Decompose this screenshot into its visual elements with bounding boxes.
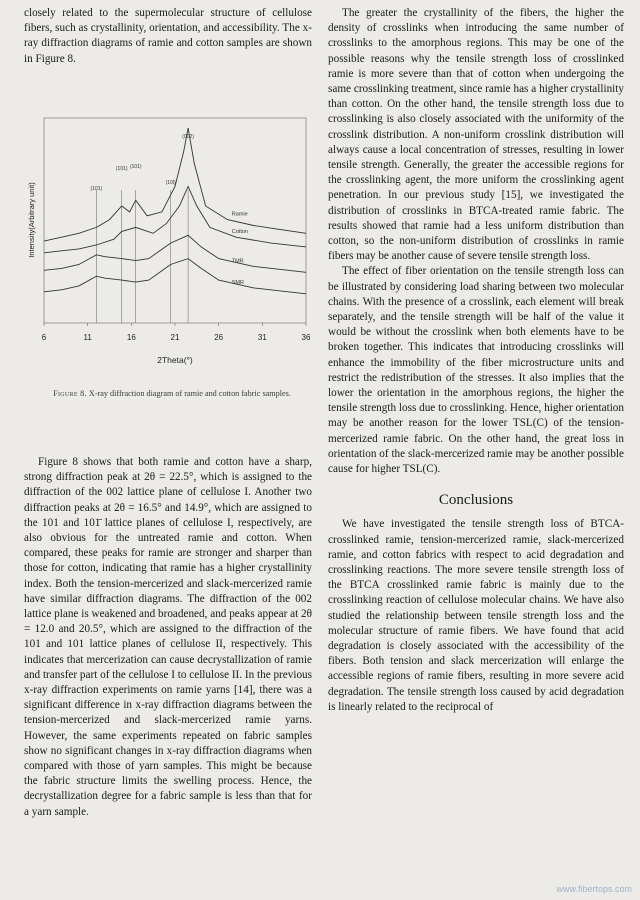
series-label-cotton: Cotton (231, 229, 248, 236)
series-line-cotton (44, 187, 306, 253)
x-tick-label-2: 16 (126, 333, 136, 342)
x-tick-label-5: 31 (257, 333, 267, 342)
x-tick-label-1: 11 (83, 333, 92, 342)
peak-label-0: (101) (90, 186, 103, 192)
x-axis-label: 2Theta(°) (157, 355, 193, 365)
peak-label-3: (10l) (165, 180, 176, 186)
xrd-chart (24, 78, 320, 378)
series-line-tmr (44, 235, 306, 272)
intro-paragraph: closely related to the supermolecular structure of cellulose fibers, such as crystallinity, orientation, and accessibility. The x-ray diffraction diagrams of ramie and cotton samples are shown in Figure 8. (24, 7, 312, 65)
x-tick-label-4: 26 (214, 333, 224, 342)
x-tick-label-0: 6 (41, 333, 47, 342)
series-label-tmr: TMR (231, 258, 244, 265)
series-line-smr (44, 259, 306, 294)
figure-caption (24, 388, 320, 400)
watermark: www.fibertops.com (556, 884, 632, 894)
series-label-smr: SMR (231, 279, 245, 286)
paragraph-crystallinity: The greater the crystallinity of the fibers, the higher the density of crosslinks when introducing the same number of crosslinks to the amorphous regions. This may be one of the possible reasons why the tensile strength loss of crosslinked ramie is more severe than that of cotton when undergoing the same crosslinking treatment, since ramie has a higher crystallinity than cotton. On the other hand, the tensile strength loss due to crosslinking is also closely associated with the uniformity of the crosslink distribution. A non-uniform crosslink distribution will always cause a local concentration of stresses, resulting in lower tensile strength. Generally, the greater the accessible regions for the crosslinking agent, the more uniform the crosslinking agent penetration. In our previous study [15], we investigated the distribution of crosslinks in BTCA-treated ramie fabric. The results showed that ramie had a less uniform distribution than cotton, so the non-uniform distribution of crosslinks in ramie fibers may be another cause of severe tensile strength loss. (328, 7, 624, 263)
peak-label-4: (002) (182, 134, 194, 140)
caption-label: Figure 8. (53, 389, 87, 398)
peak-label-1: (101) (115, 166, 128, 172)
left-column-top (24, 6, 312, 67)
x-tick-label-6: 36 (301, 333, 311, 342)
paragraph-conclusions: We have investigated the tensile strength loss of BTCA-crosslinked ramie, tension-mercerized ramie, slack-mercerized ramie, and cotton fabrics with respect to acid degradation and crosslinking reactions. The more severe tensile strength loss of the BTCA crosslinked ramie fabric is mainly due to the crosslinking reaction of cellulose molecular chains. We have also studied the relationship between tensile strength loss and the molecular structure of ramie fibers. We have found that acid degradation is closely associated with the accessibility of the fibers. Both tension and slack mercerization will enlarge the accessible regions of ramie fibers, resulting in more severe acid degradation. The tensile strength loss caused by acid degradation is linearly related to the reciprocal of (328, 518, 624, 713)
x-tick-label-3: 21 (170, 333, 180, 342)
series-label-ramie: Ramie (231, 211, 248, 218)
y-axis-label: Intensity(Arbitrary unit) (27, 182, 36, 258)
peak-label-2: (101) (129, 164, 142, 170)
caption-text: X-ray diffraction diagram of ramie and cotton fabric samples. (88, 389, 291, 398)
conclusions-heading: Conclusions (438, 492, 514, 509)
paragraph-orientation: The effect of fiber orientation on the tensile strength loss can be illustrated by considering load sharing between two molecular chains. With the presence of a crosslink, each element will break separately, and the tensile strength will be half of the value it would be without the crosslink when both elements have to be broken together. This indicates that introducing crosslinks will enhance the immobility of the fiber microstructure units and restrict the redistribution of the stresses. It also implies that the lower the orientation in the amorphous regions, the higher the tensile strength loss due to crosslinking. Hence, higher orientation may be another reason for the lower TSL(C) of the tension-mercerized ramie fabric. On the other hand, the great loss in orientation of the slack-mercerized ramie may be another possible cause for higher TSL(C). (328, 265, 624, 476)
paragraph-figure8: Figure 8 shows that both ramie and cotton have a sharp, strong diffraction peak at 2θ = 22.5°, which is assigned to the diffraction of the 002 lattice plane of cellulose I. Another two diffraction peaks at 2θ = 16.5° and 14.9°, which are assigned to the 101 and 101̄ lattice planes of cellulose I, respectively, are also obvious for the untreated ramie and cotton. When compared, these peaks for ramie are stronger and sharper than those for cotton, indicating that ramie has a higher crystallinity index. Both the tension-mercerized and slack-mercerized ramie have similar diffraction diagrams. The diffraction of the 002 lattice plane is weakened and broadened, and peaks appear at 2θ = 12.0 and 20.5°, which are assigned to the diffraction of the 101 and 101 lattice planes of cellulose II, respectively. This indicates that mercerization can cause decrystallization of ramie and transfer part of the cellulose I to cellulose II. In the previous x-ray diffraction experiments on ramie yarns [14], there was a significant difference in x-ray diffraction diagrams between the tension-mercerized and slack-mercerized ramie yarns. However, the same experiments repeated on fabric samples show no significant changes in x-ray diffraction diagrams when compared with those of yarn samples. This might be because the fabric structure limits the swelling process. Hence, the decrystallization degree for a fabric sample is less than that for a yarn sample. (24, 456, 312, 818)
right-column (328, 6, 624, 715)
left-column-lower (24, 455, 312, 820)
plot-frame (44, 118, 306, 323)
